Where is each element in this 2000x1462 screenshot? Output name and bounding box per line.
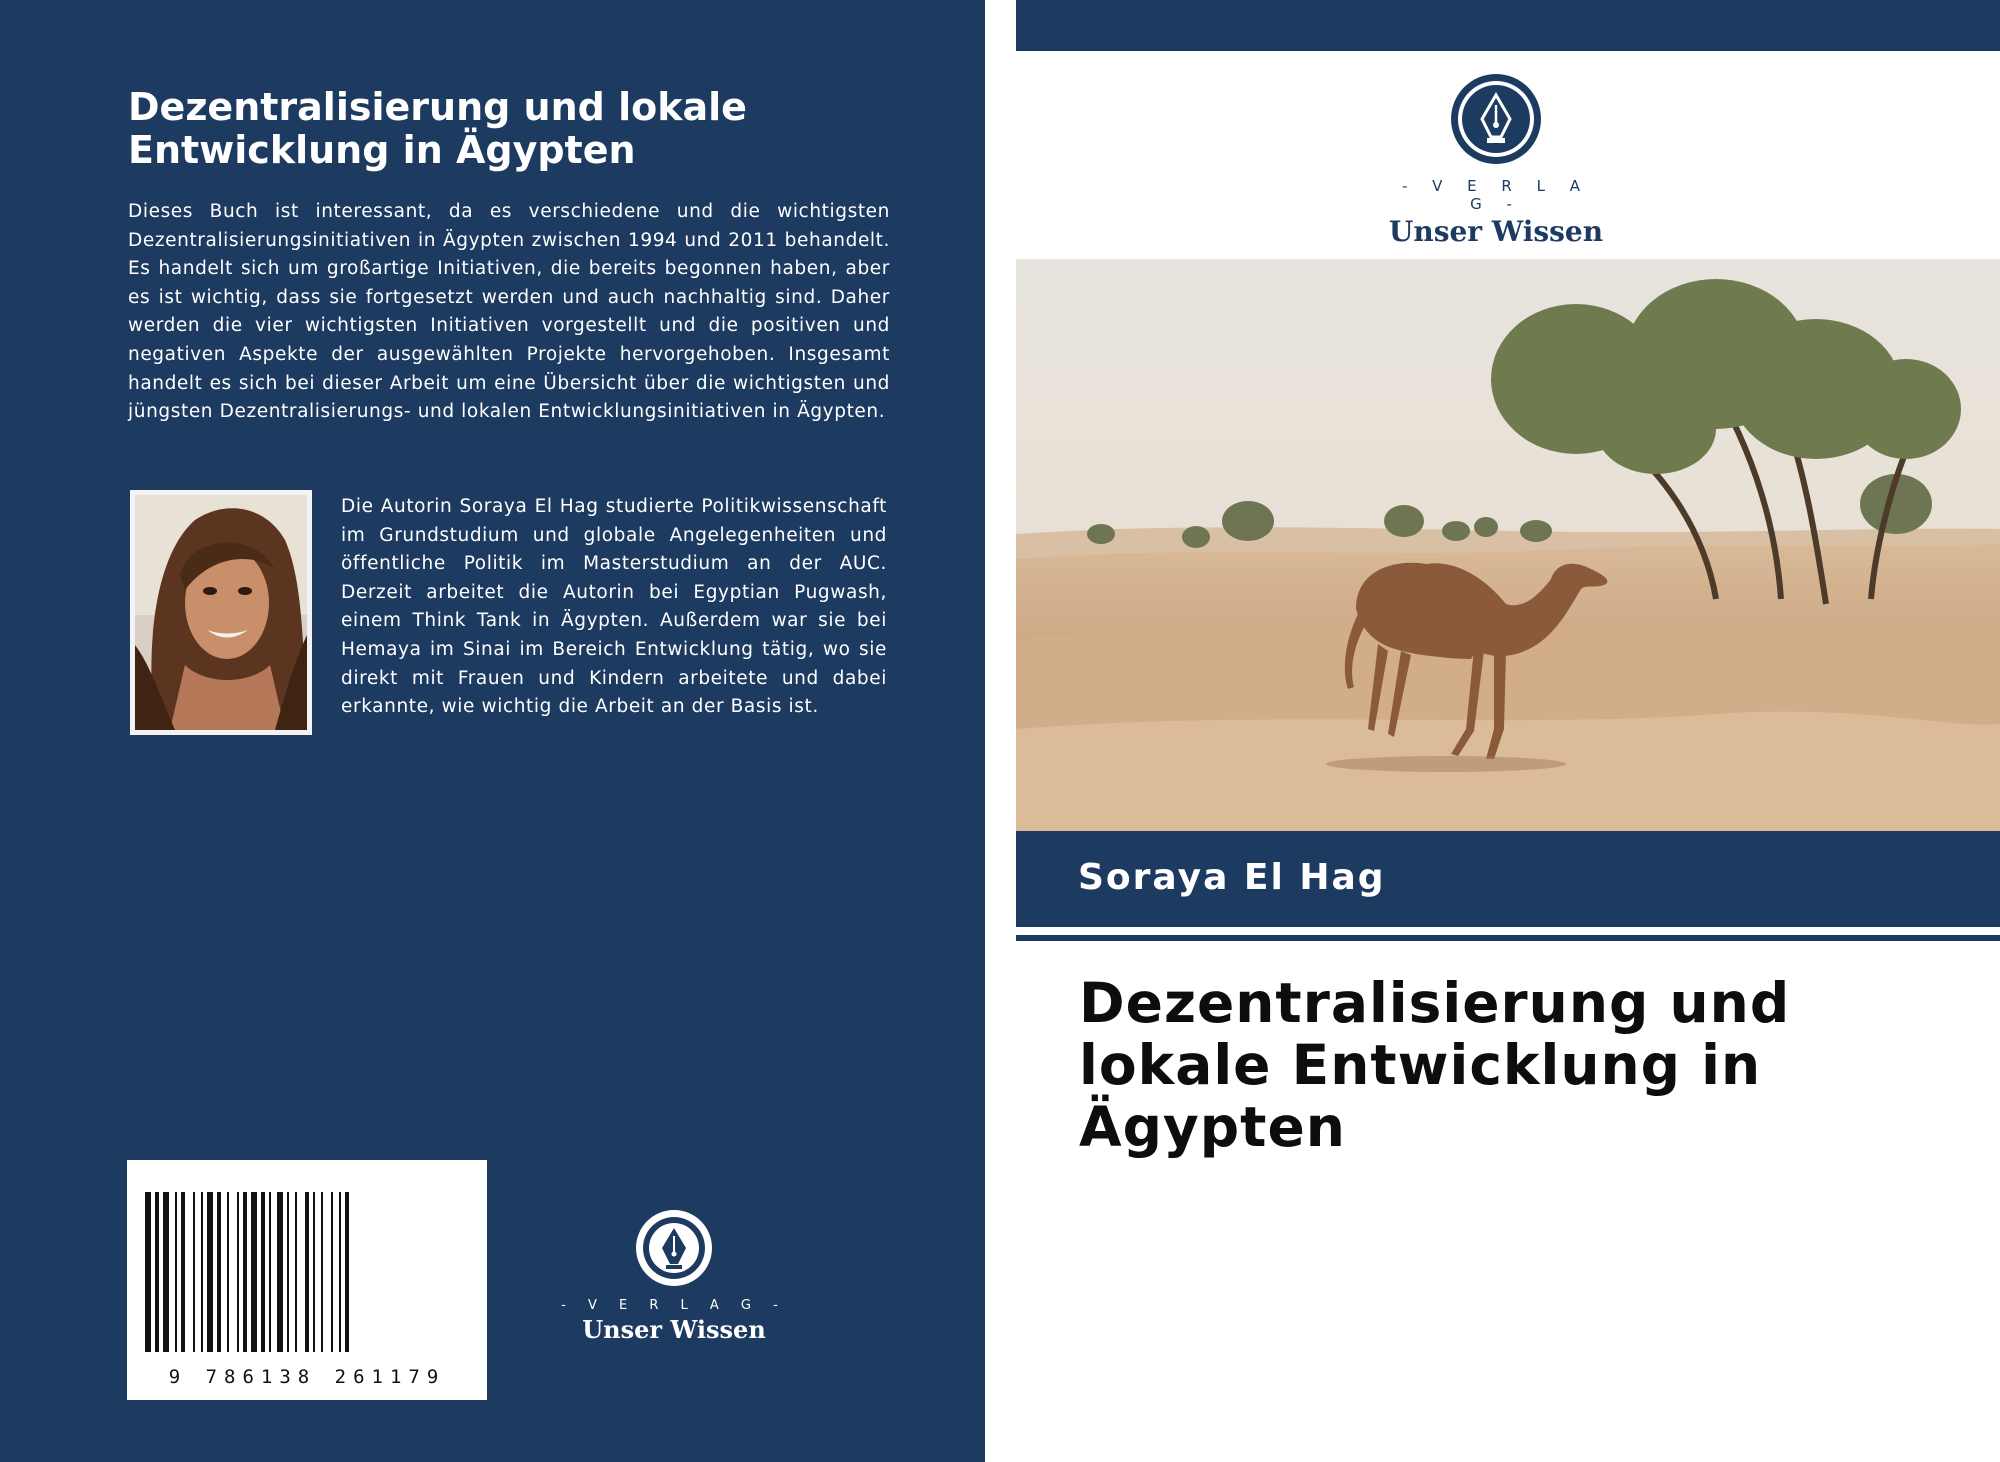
barcode-bar (145, 1192, 151, 1352)
isbn-barcode (127, 1160, 487, 1400)
front-top-bar (1016, 0, 2000, 51)
barcode-bar (217, 1192, 221, 1352)
barcode-bar (155, 1192, 159, 1352)
barcode-bar (339, 1192, 341, 1352)
barcode-bar (287, 1192, 289, 1352)
title-rule (1016, 935, 2000, 941)
publisher-verlag-label: - V E R L A G - (561, 1298, 787, 1313)
barcode-bar (237, 1192, 239, 1352)
barcode-bar (193, 1192, 195, 1352)
barcode-bar (331, 1192, 333, 1352)
publisher-logo-back (560, 1208, 788, 1344)
author-bio: Die Autorin Soraya El Hag studierte Politikwissenschaft im Grundstudium und globale Angelegenheiten und öffentliche Politik im Masterstudium an der AUC. Derzeit arbeitet die Autorin bei Egyptian Pugwash, einem Think Tank in Ägypten. Außerdem war sie bei Hemaya im Sinai im Bereich Entwicklung tätig, wo sie direkt mit Frauen und Kindern arbeitete und dabei erkannte, wie wichtig die Arbeit an der Basis ist. (341, 496, 887, 718)
back-cover-title: Dezentralisierung und lokale Entwicklung in Ägypten (128, 85, 747, 172)
publisher-name: Unser Wissen (1388, 215, 1604, 248)
author-name: Soraya El Hag (1078, 857, 1386, 898)
back-cover (0, 0, 985, 1462)
pen-nib-icon (560, 1208, 788, 1288)
publisher-verlag-label: - V E R L A G - (1401, 177, 1591, 213)
isbn-digits: 9 786138 261179 (168, 1366, 446, 1388)
cover-photo-camel-desert (1016, 259, 2000, 831)
barcode-bar (181, 1192, 185, 1352)
author-portrait (130, 490, 312, 735)
barcode-bar (321, 1192, 323, 1352)
front-cover-title: Dezentralisierung und lokale Entwicklung in Ägypten (1079, 971, 1791, 1159)
barcode-bar (227, 1192, 229, 1352)
pen-nib-icon (1386, 73, 1606, 165)
author-band (1016, 831, 2000, 927)
barcode-bar (201, 1192, 203, 1352)
book-blurb: Dieses Buch ist interessant, da es verschiedene und die wichtigsten Dezentralisierungsinitiativen in Ägypten zwischen 1994 und 2011 behandelt. Es handelt sich um großartige Initiativen, die bereits begonnen haben, aber es ist wichtig, dass sie fortgesetzt werden und auch nachhaltig sind. Daher werden die vier wichtigsten Initiativen vorgestellt und die positiven und negativen Aspekte der ausgewählten Projekte hervorgehoben. Insgesamt handelt es sich bei dieser Arbeit um eine Übersicht über die wichtigsten und jüngsten Dezentralisierungs- und lokalen Entwicklungsinitiativen in Ägypten. (128, 201, 890, 423)
barcode-bar (175, 1192, 177, 1352)
barcode-bar (345, 1192, 349, 1352)
barcode-bar (163, 1192, 169, 1352)
barcode-bar (251, 1192, 257, 1352)
publisher-logo-front (1386, 73, 1606, 248)
barcode-bar (261, 1192, 265, 1352)
barcode-bar (207, 1192, 213, 1352)
barcode-bar (305, 1192, 309, 1352)
barcode-bars (127, 1180, 487, 1380)
spine (985, 0, 1016, 1462)
barcode-bar (269, 1192, 271, 1352)
barcode-bar (295, 1192, 297, 1352)
barcode-bar (313, 1192, 315, 1352)
publisher-name: Unser Wissen (582, 1315, 766, 1344)
barcode-bar (277, 1192, 283, 1352)
camel-photo (1016, 259, 2000, 831)
barcode-bar (243, 1192, 247, 1352)
author-portrait-illustration (135, 495, 307, 730)
